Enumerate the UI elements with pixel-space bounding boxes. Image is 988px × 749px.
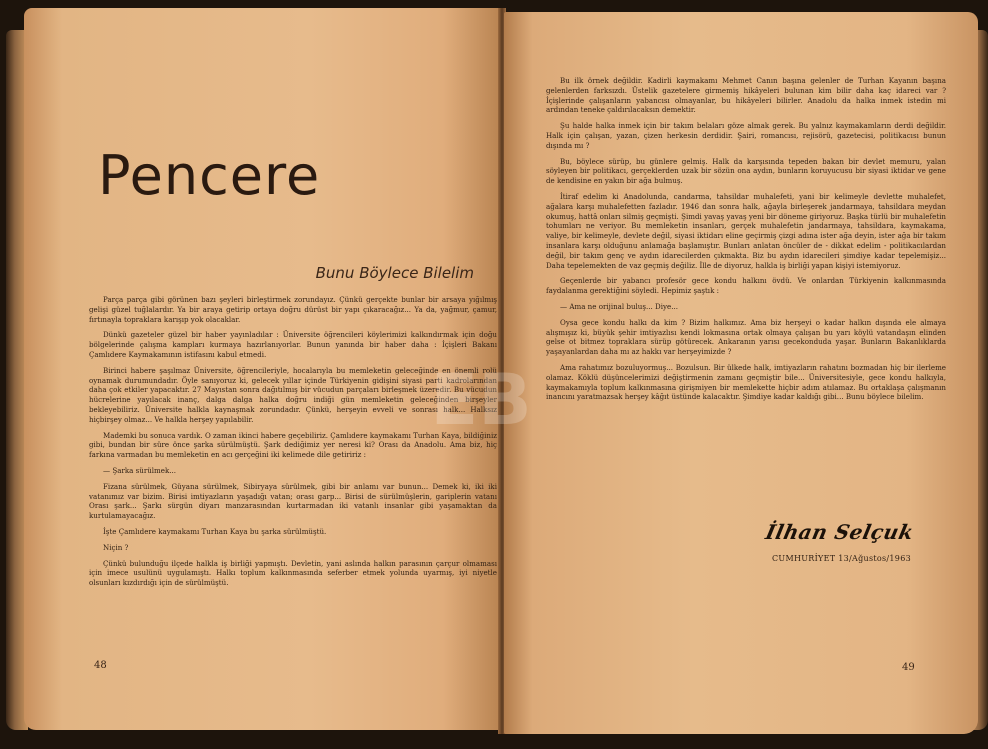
author-signature: İlhan Selçuk (763, 520, 916, 544)
paragraph: Parça parça gibi görünen bazı şeyleri birleştirmek zorundayız. Çünkü gerçekte bunlar bir arsaya yığılmış gelişi güzel tuğlalardır. Ya bir araya getirip ortaya doğru dürüst bir yapı çıkaracağız... Ya da, yağmur, çamur, fırtınayla topraklara karışıp yok olacaklar. (89, 295, 497, 324)
paragraph: Mademki bu sonuca vardık. O zaman ikinci habere geçebiliriz. Çamlıdere kaymakamı Turhan Kaya, bildiğiniz gibi, bundan bir süre önce şarka sürülmüştü. Şark dediğimiz yer neresi ki? Orası da Anadolu. Ama biz, hiç farkına varmadan bu memleketin en acı gerçeğini iki kelimede dile getiririz : (89, 430, 497, 460)
paragraph: Çünkü bulunduğu ilçede halkla iş birliği yapmıştı. Devletin, yani aslında halkın parasının çarçur olmaması için imece usulünü uygulamıştı. Halkı toplum kalkınmasında seferber etmek yolunda uyarmış, iyi niyetle olsunları kızdırdığı için de sürülmüştü. (89, 558, 497, 588)
paragraph: Bu ilk örnek değildir. Kadirli kaymakamı Mehmet Canın başına gelenler de Turhan Kayanın başına gelenlerden farksızdı. Üstelik gazetelere girmemiş hikâyeleri bulunan kim bilir daha kaç idareci var ? İçişlerinde çalışanların yabancısı olmayanlar, bu hikâyeleri bilirler. Anadolu da halka inmek istedin mi ardından teneke çaldırılacaksın demektir. (546, 76, 946, 115)
left-text-column (89, 295, 497, 594)
paragraph: İşte Çamlıdere kaymakamı Turhan Kaya bu şarka sürülmüştü. (103, 526, 327, 536)
paragraph: — Şarka sürülmek... (103, 465, 177, 475)
paragraph: — Ama ne orijinal buluş... Diye... (560, 301, 678, 311)
paragraph: Bu, böylece sürüp, bu günlere gelmiş. Halk da karşısında tepeden bakan bir devlet memuru, yalan söyleyen bir politikacı, gerçeklerden uzak bir sözün ona aydın, bunların koruyucusu bir siyasi iktidar ve gene de kendisine en yakın bir ağa bulmuş. (546, 156, 946, 186)
right-text-column (546, 76, 946, 408)
paragraph: Niçin ? (103, 542, 129, 552)
paragraph: Birinci habere şaşılmaz Üniversite, öğrencileriyle, hocalarıyla bu memleketin geleceğinde en önemli rolü oynamak durumundadır. Öyle sanıyoruz ki, gelecek yıllar içinde Türkiyenin gidişini siyasi parti kadrolarından daha çok etkiler yapacaktır. 27 Mayıstan sonra dağıtılmış bir vücudun parçaları birleşmek üzeredir. Bu vücudun hücrelerine yayılacak inanç, dalga dalga halka doğru indiği gün memleketin geleceğinden birşeyler bekleyebiliriz. Üniversite halkla kaynaşmak zorundadır. Çünkü, herşeyin evveli ve sonrası halk... Halksız hiçbirşey olmaz... Ve halkla herşey yapılabilir. (89, 365, 497, 424)
paragraph: Oysa gece kondu halkı da kim ? Bizim halkımız. Ama biz herşeyi o kadar halkın dışında ele almaya alışmışız ki, büyük şehir imtiyazlısı kendi lokmasına ortak olmaya çalışan bu yarı köylü vatandaşın elinden gelse ot bitmez topraklara sürüp götürecek. Ankaranın yarısı gecekonduda yaşar. Bunların Bakanlıklarda yaşayanlardan daha mı az hakkı var herşeyimizde ? (546, 317, 946, 357)
paragraph: Dünkü gazeteler güzel bir haber yayınladılar : Üniversite öğrencileri köylerimizi kalkındırmak için doğu bölgelerinde çalışma kampları kurmaya hazırlanıyorlar. Bunun yanında bir haber daha : İçişleri Bakanı Çamlıdere Kaymakamının istifasını kabul etmedi. (89, 330, 497, 359)
page-number: 49 (902, 662, 915, 673)
paragraph: İtiraf edelim ki Anadolunda, candarma, tahsildar muhalefeti, yani bir kelimeyle devlette muhalefet, ağalara karşı muhalefetten fazladır. 1946 dan sonra halk, ağayla birleşerek jandarmaya, tahsildara meydan okumuş, hattâ onları silmiş geçmişti. Şimdi yavaş yavaş yeni bir döneme giriyoruz. Başka türlü bir muhalefetin tohumları ne veriyor. Bu memleketin insanları, gerçek muhalefetin jandarmaya, tahsildara, kaymakama, valiye, bir kelimeyle, devlete değil, siyasi iktidarı eline geçirmiş çizgi adına ister ağa deyin, ister ağa bir takım insanlara karşı olduğunu anlamağa başlamıştır. Bunları anlatan öncüler de - dikkat edelim - politikacılardan değil, bir takım genç ve aydın idarecilerden çıkmakta. Biz bu aydın idarecileri şimdiye kadar tepelemişiz... Daha tepelemekten de vaz geçmiş değiliz. İlle de diyoruz, halkla iş birliği yapan kişiyi istemiyoruz. (546, 191, 946, 270)
source-citation: CUMHURİYET 13/Ağustos/1963 (772, 554, 911, 563)
paragraph: Şu halde halka inmek için bir takım belaları göze almak gerek. Bu yalnız kaymakamların derdi değildir. Halk için çalışan, yazan, çizen herkesin derdidir. Şairi, romancısı, rejisörü, gazetecisi, politikacısı bunun dışında mı ? (546, 121, 946, 150)
article-title: Pencere (98, 144, 321, 207)
paragraph: Fizana sürülmek, Güyana sürülmek, Sibiryaya sürülmek, gibi bir anlamı var bunun... Demek ki, iki iki vatanımız var bizim. Birisi imtiyazların yaşadığı vatan; orası garp... Birisi de sürülmüşlerin, gariplerin vatanı Orası şark... Şarkı sürgün diyarı manzarasından kurtarmadan iki vatanlı insanlar gibi yaşamaktan da kurtulamayacağız. (89, 481, 497, 521)
right-page (504, 12, 978, 734)
paragraph: Geçenlerde bir yabancı profesör gece kondu halkını övdü. Ve onlardan Türkiyenin kalkınmasında faydalanma gerektiğini söyledi. Hepimiz şaştık : (546, 276, 946, 296)
article-subtitle: Bunu Böylece Bilelim (315, 264, 474, 282)
paragraph: Ama rahatımız bozuluyormuş... Bozulsun. Bir ülkede halk, imtiyazların rahatını bozmadan hiç bir ilerleme olamaz. Köklü düşüncelerimizi değiştirmenin zamanı geçmiştir bile... Üniversitesiyle, gece kondu halkıyla, kaymakamıyla toplum kalkınmasına girişmiyen bir memlekette hiçbir adım atılamaz. Bu ortaklaşa çalışmanın inancını yaratmazsak herşey kâğıt üstünde kalacaktır. Şimdiye kadar kaldığı gibi... Bunu böylece bilelim. (546, 362, 946, 402)
watermark: EB (430, 359, 532, 441)
page-number: 48 (94, 660, 107, 671)
